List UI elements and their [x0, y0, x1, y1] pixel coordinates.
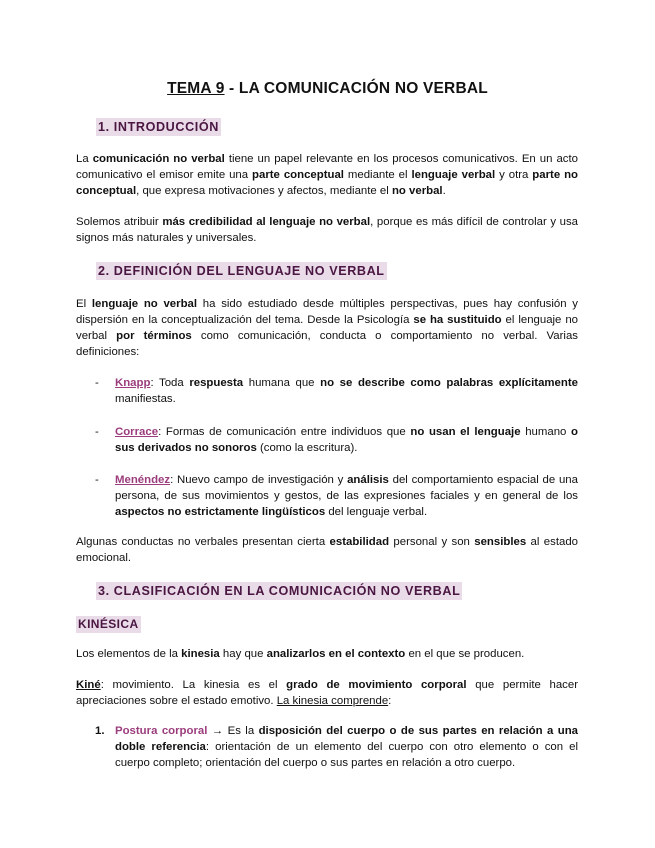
term-knapp: Knapp	[115, 377, 151, 389]
page-title: TEMA 9 - LA COMUNICACIÓN NO VERBAL	[167, 80, 488, 97]
section-heading-clasificacion: 3. CLASIFICACIÓN EN LA COMUNICACIÓN NO VERBAL	[98, 584, 461, 598]
term-corrace: Corrace	[115, 426, 159, 438]
paragraph-intro-2: Solemos atribuir más credibilidad al lenguaje no verbal, porque es más difícil de controlar y usa signos más naturales y universales.	[76, 216, 579, 244]
list-bullet: -	[95, 426, 99, 438]
term-postura-corporal: Postura corporal	[115, 725, 208, 737]
list-item-corrace: Corrace: Formas de comunicación entre individuos que no usan el lenguaje humano o sus derivados no sonoros (como la escritura).	[115, 426, 579, 454]
list-bullet: -	[95, 474, 99, 486]
list-number: 1.	[95, 725, 105, 737]
list-item-postura-corporal: Postura corporal → Es la disposición del cuerpo o de sus partes en relación a una doble referencia: orientación de un elemento del cuerpo con otro elemento o con el cuerpo completo; orientación del cuerpo o sus partes en relación a otro cuerpo.	[115, 725, 579, 769]
list-bullet: -	[95, 377, 99, 389]
list-item-menendez: Menéndez: Nuevo campo de investigación y análisis del comportamiento espacial de una persona, de sus movimientos y gestos, de las expresiones faciales y en general de los aspectos no estrictamente lingüísticos del lenguaje verbal.	[115, 474, 578, 518]
subheading-kinesica: KINÉSICA	[78, 617, 139, 631]
paragraph-definicion: El lenguaje no verbal ha sido estudiado desde múltiples perspectivas, pues hay confusión y dispersión en la conceptualización del tema. Desde la Psicología se ha sustituido el lenguaje no verbal por términos como comunicación, conducta o comportamiento no verbal. Varias definiciones:	[76, 298, 579, 358]
paragraph-kine: Kiné: movimiento. La kinesia es el grado de movimiento corporal que permite hacer apreciaciones sobre el estado emotivo. La kinesia comprende:	[76, 679, 578, 707]
paragraph-intro-1: La comunicación no verbal tiene un papel relevante en los procesos comunicativos. En un acto comunicativo el emisor emite una parte conceptual mediante el lenguaje verbal y otra parte no conceptual, que expresa motivaciones y afectos, mediante el no verbal.	[76, 153, 578, 197]
paragraph-kinesia-contexto: Los elementos de la kinesia hay que analizarlos en el contexto en el que se producen.	[76, 648, 525, 660]
list-item-knapp: Knapp: Toda respuesta humana que no se describe como palabras explícitamente manifiestas.	[115, 377, 578, 405]
section-heading-introduccion: 1. INTRODUCCIÓN	[98, 120, 219, 134]
term-menendez: Menéndez	[115, 474, 171, 486]
section-heading-definicion: 2. DEFINICIÓN DEL LENGUAJE NO VERBAL	[98, 264, 385, 278]
paragraph-estabilidad: Algunas conductas no verbales presentan cierta estabilidad personal y son sensibles al estado emocional.	[76, 536, 578, 564]
